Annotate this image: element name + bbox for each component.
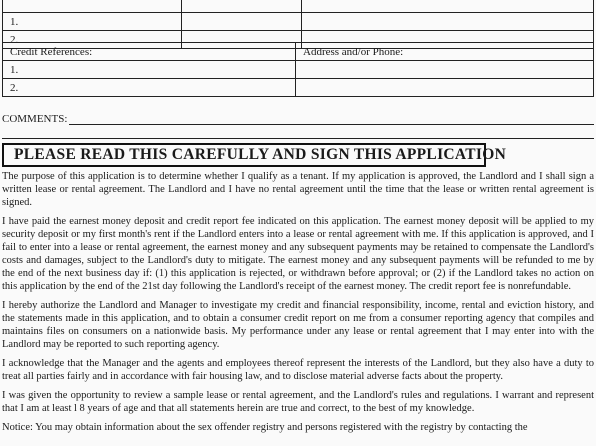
paragraph-notice: Notice: You may obtain information about the sex offender registry and persons registered with the registry by contacting the — [2, 422, 528, 433]
comments-line[interactable] — [69, 112, 594, 125]
table-cell[interactable] — [182, 0, 302, 13]
table-row — [3, 13, 594, 31]
table-cell[interactable]: 2. — [3, 31, 182, 49]
table-cell[interactable]: 1. — [3, 13, 182, 31]
credit-address-1[interactable] — [296, 61, 594, 79]
address-phone-label: Address and/or Phone: — [296, 43, 594, 61]
table-row — [3, 0, 594, 13]
table-cell[interactable] — [302, 0, 594, 13]
credit-reference-1[interactable]: 1. — [3, 61, 296, 79]
credit-references-table — [2, 42, 594, 97]
table-row — [3, 61, 594, 79]
paragraph-acknowledgement: I acknowledge that the Manager and the agents and employees thereof represent the interests of the Landlord, but they also have a duty to treat all parties fairly and in accordance with fair housing law, and to disclose material adverse facts about the property. — [2, 358, 594, 382]
comments-field[interactable] — [2, 109, 594, 125]
table-cell[interactable] — [302, 13, 594, 31]
terms-text — [2, 170, 594, 440]
credit-references-label: Credit References: — [3, 43, 296, 61]
comments-line-2[interactable] — [2, 138, 594, 139]
table-cell[interactable] — [182, 13, 302, 31]
sign-application-banner — [2, 143, 507, 167]
paragraph-warranty: I was given the opportunity to review a sample lease or rental agreement, and the Landlord's rules and regulations. I warrant and represent that I am at least l 8 years of age and that all statements herein are true and correct, to the best of my knowledge. — [2, 390, 594, 414]
credit-address-2[interactable] — [296, 79, 594, 97]
paragraph-purpose: The purpose of this application is to determine whether I qualify as a tenant. If my application is approved, the Landlord and I shall sign a written lease or rental agreement. The Landlord and I have no rental agreement until the time that the lease or written rental agreement is signed. — [2, 171, 594, 208]
paragraph-earnest-money: I have paid the earnest money deposit and credit report fee indicated on this application. The earnest money deposit will be applied to my security deposit or my first month's rent if the Landlord enters into a lease or rental agreement with me. If this application is approved, and I fail to enter into a lease or rental agreement, the earnest money and any subsequent payments may be retained to compensate the Landlord's costs and damages, subject to the Landlord's duty to mitigate. The earnest money and any subsequent payments will be refunded to me by the end of the next business day if: (1) this application is rejected, or withdrawn before approval; or (2) if the Landlord takes no action on this application by the end of the 21st day following the Landlord's receipt of the earnest money. The credit report fee is nonrefundable. — [2, 216, 594, 292]
table-cell[interactable] — [3, 0, 182, 13]
credit-reference-2[interactable]: 2. — [3, 79, 296, 97]
table-header-row — [3, 43, 594, 61]
paragraph-authorization: I hereby authorize the Landlord and Manager to investigate my credit and financial responsibility, income, rental and eviction history, and the statements made in this application, and to obtain a consumer credit report on me from a consumer reporting agency that compiles and maintains files on consumers on a nationwide basis. My performance under any lease or rental agreement that I may enter into with the Landlord may be reported to such reporting agency. — [2, 300, 594, 350]
comments-label: COMMENTS: — [2, 113, 68, 125]
table-row — [3, 79, 594, 97]
banner-title: PLEASE READ THIS CAREFULLY AND SIGN THIS APPLICATION — [14, 146, 507, 163]
